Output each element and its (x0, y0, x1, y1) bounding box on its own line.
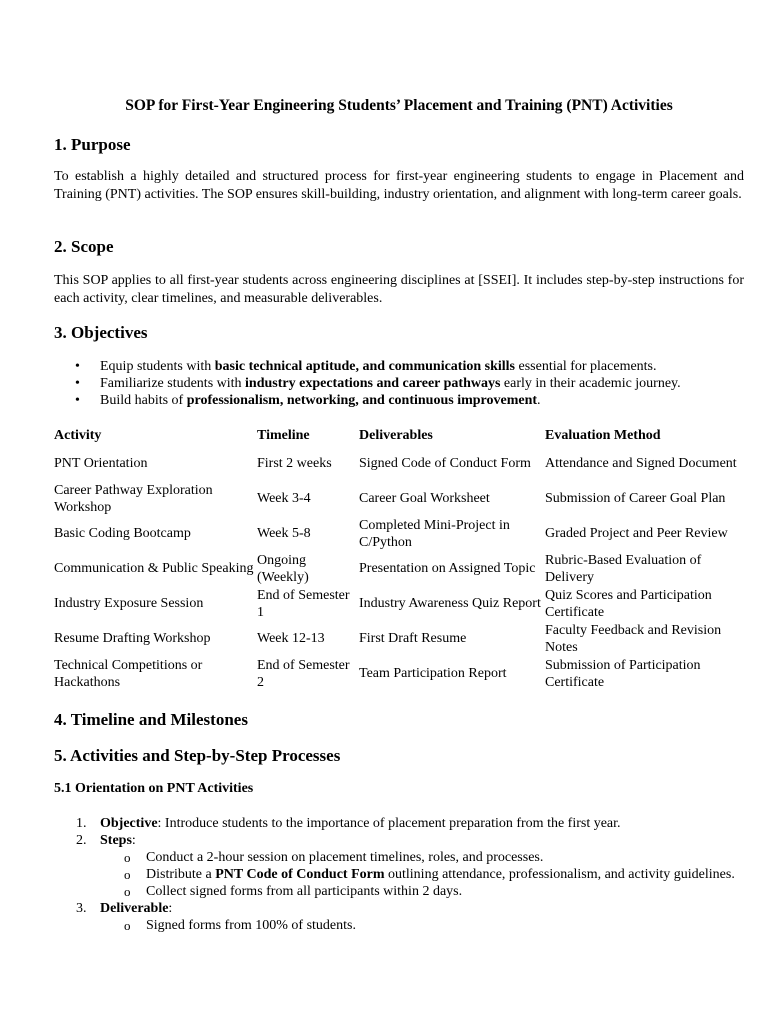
table-cell: Submission of Career Goal Plan (545, 491, 726, 506)
table-row (54, 621, 746, 656)
sub-list-item: o Distribute a PNT Code of Conduct Form outlining attendance, professionalism, and activity guidelines. (100, 866, 744, 883)
table-cell: Week 12-13 (257, 631, 325, 646)
purpose-heading: 1. Purpose (54, 135, 131, 154)
column-header: Activity (54, 428, 102, 443)
table-row (54, 656, 746, 691)
list-item: • Equip students with basic technical aptitude, and communication skills essential for placements. (54, 358, 744, 375)
table-cell: End of Semester 2 (257, 657, 350, 690)
table-cell: Signed Code of Conduct Form (359, 456, 531, 471)
timeline-heading: 4. Timeline and Milestones (54, 710, 248, 729)
table-cell: Attendance and Signed Document (545, 456, 737, 471)
column-header: Deliverables (359, 428, 433, 443)
table-cell: Career Goal Worksheet (359, 491, 490, 506)
list-item: 2. Steps: o Conduct a 2-hour session on placement timelines, roles, and processes. o Distribute a PNT Code of Conduct Form outlining attendance, professionalism, and activity guidelines. o Collect signed forms from all participants within 2 days. (54, 832, 744, 900)
table-cell: Week 5-8 (257, 526, 311, 541)
objectives-heading: 3. Objectives (54, 323, 148, 342)
scope-text: This SOP applies to all first-year students across engineering disciplines at [SSEI]. It includes step-by-step instructions for each activity, clear timelines, and measurable deliverables. (54, 273, 744, 306)
column-header: Timeline (257, 428, 310, 443)
table-row (54, 516, 746, 551)
table-row (54, 586, 746, 621)
table-cell: Faculty Feedback and Revision Notes (545, 622, 722, 655)
table-cell: Week 3-4 (257, 491, 311, 506)
table-cell: Rubric-Based Evaluation of Delivery (545, 552, 702, 585)
list-item: • Build habits of professionalism, networking, and continuous improvement. (54, 392, 744, 409)
table-cell: Industry Exposure Session (54, 596, 204, 611)
orientation-subheading: 5.1 Orientation on PNT Activities (54, 781, 254, 796)
purpose-text: To establish a highly detailed and structured process for first-year engineering students to engage in Placement and Training (PNT) activities. The SOP ensures skill-building, industry orientation, and alignment with long-term career goals. (54, 169, 744, 202)
table-cell: Completed Mini-Project in C/Python (359, 517, 510, 550)
list-item: 3. Deliverable: o Signed forms from 100% of students. (54, 900, 744, 934)
table-header-row (54, 426, 746, 446)
column-header: Evaluation Method (545, 428, 661, 443)
table-cell: PNT Orientation (54, 456, 148, 471)
objectives-list (54, 358, 744, 409)
sub-list-item: o Signed forms from 100% of students. (100, 917, 744, 934)
page-title: SOP for First-Year Engineering Students’ Placement and Training (PNT) Activities (125, 97, 673, 114)
scope-heading: 2. Scope (54, 237, 114, 256)
activities-table (54, 426, 746, 691)
list-item: 1. Objective: Introduce students to the importance of placement preparation from the first year. (76, 816, 621, 831)
table-row (54, 551, 746, 586)
table-cell: Industry Awareness Quiz Report (359, 596, 541, 611)
table-cell: Graded Project and Peer Review (545, 526, 728, 541)
sub-list-item: o Collect signed forms from all participants within 2 days. (100, 883, 744, 900)
table-cell: End of Semester 1 (257, 587, 350, 620)
table-cell: Communication & Public Speaking (54, 561, 254, 576)
table-cell: Technical Competitions or Hackathons (54, 657, 203, 690)
table-cell: Presentation on Assigned Topic (359, 561, 536, 576)
table-cell: Career Pathway Exploration Workshop (54, 482, 213, 515)
sub-list-item: o Conduct a 2-hour session on placement timelines, roles, and processes. (100, 849, 744, 866)
table-row (54, 481, 746, 516)
table-cell: First 2 weeks (257, 456, 332, 471)
table-row (54, 446, 746, 481)
table-cell: Basic Coding Bootcamp (54, 526, 191, 541)
orientation-steps-list (54, 815, 744, 934)
sub-list (100, 917, 744, 934)
list-item: • Familiarize students with industry expectations and career pathways early in their academic journey. (54, 375, 744, 392)
table-cell: Resume Drafting Workshop (54, 631, 211, 646)
sub-list (100, 849, 744, 900)
table-cell: Team Participation Report (359, 666, 507, 681)
table-cell: Ongoing (Weekly) (257, 552, 309, 585)
table-cell: Submission of Participation Certificate (545, 657, 701, 690)
activities-heading: 5. Activities and Step-by-Step Processes (54, 746, 341, 765)
table-cell: Quiz Scores and Participation Certificate (545, 587, 712, 620)
table-cell: First Draft Resume (359, 631, 467, 646)
